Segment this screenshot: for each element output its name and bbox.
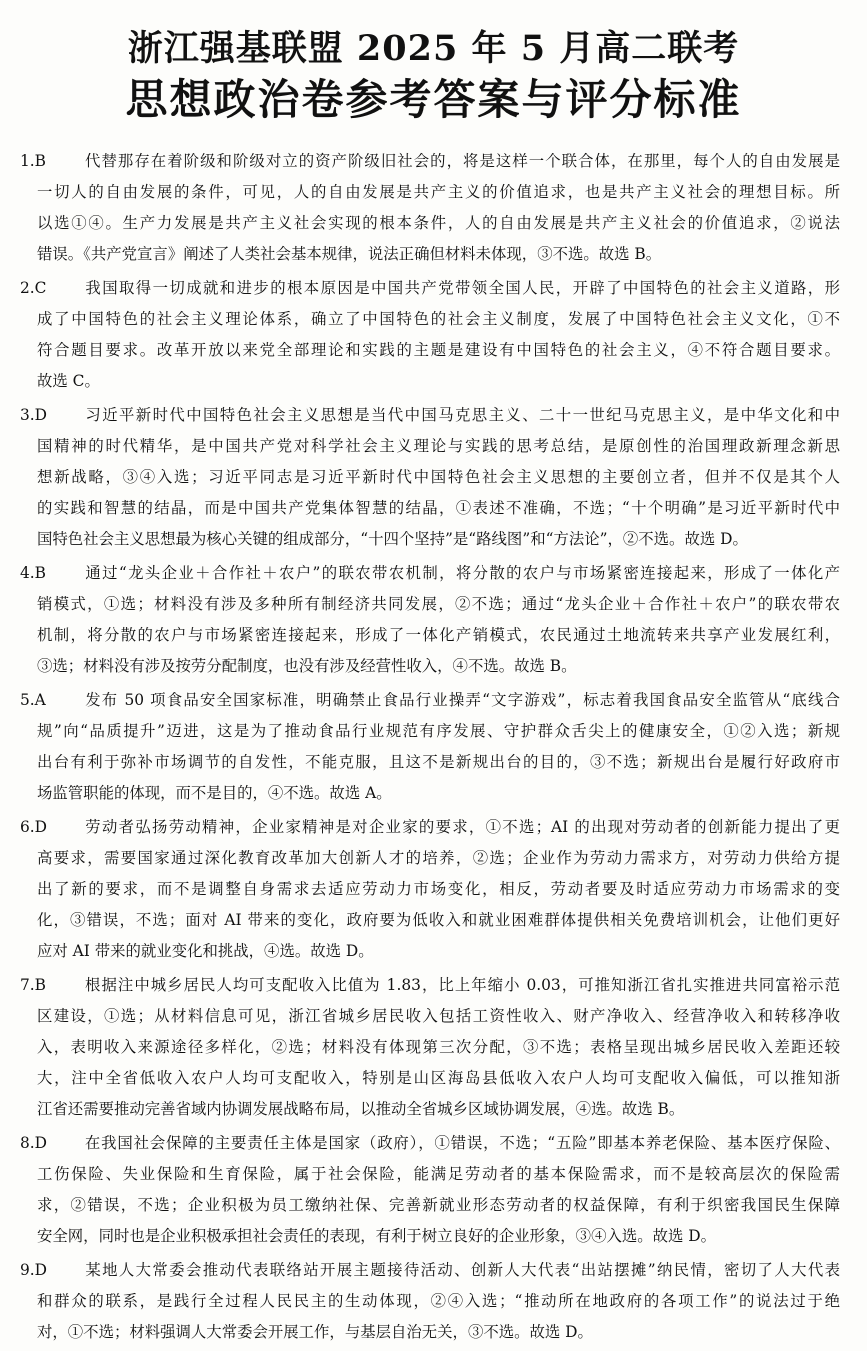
answer-line bbox=[20, 1063, 840, 1094]
answer-item bbox=[20, 1255, 840, 1348]
answer-text: 在我国社会保障的主要责任主体是国家（政府），①错误，不选；“五险”即基本养老保险、基本医疗保险、 bbox=[84, 1134, 840, 1152]
answer-text: 出了新的要求，而不是调整自身需求去适应劳动力市场变化，相反，劳动者要及时适应劳动力市场需求的变 bbox=[37, 880, 840, 898]
answer-line bbox=[20, 620, 840, 651]
answer-line bbox=[20, 1190, 840, 1221]
answer-item bbox=[20, 970, 840, 1125]
answer-number: 1.B bbox=[20, 152, 46, 170]
answer-text: 成了中国特色的社会主义理论体系，确立了中国特色的社会主义制度，发展了中国特色社会主义文化，①不 bbox=[37, 310, 840, 328]
answer-text: 的实践和智慧的结晶，而是中国共产党集体智慧的结晶，①表述不准确，不选；“十个明确”是习近平新时代中 bbox=[37, 499, 840, 517]
answer-line bbox=[20, 146, 840, 177]
answer-text: 和群众的联系，是践行全过程人民民主的生动体现，②④入选；“推动所在地政府的各项工作”的说法过于绝 bbox=[37, 1292, 840, 1310]
answer-text: 化，③错误，不选；面对 AI 带来的变化，政府要为低收入和就业困难群体提供相关免费培训机会，让他们更好 bbox=[37, 911, 840, 929]
answer-line bbox=[20, 462, 840, 493]
answer-text: 机制，将分散的农户与市场紧密连接起来，形成了一体化产销模式，农民通过土地流转来共享产业发展红利， bbox=[37, 626, 840, 644]
answer-line bbox=[20, 524, 840, 555]
answer-line bbox=[20, 1255, 840, 1286]
answer-line bbox=[20, 1286, 840, 1317]
answer-text: 通过“龙头企业＋合作社＋农户”的联农带农机制，将分散的农户与市场紧密连接起来，形成了一体化产 bbox=[84, 564, 840, 582]
answer-text: 一切人的自由发展的条件，可见，人的自由发展是共产主义的价值追求，也是共产主义社会的理想目标。所 bbox=[37, 183, 840, 201]
answer-text: 江省还需要推动完善省域内协调发展战略布局，以推动全省城乡区域协调发展，④选。故选 B。 bbox=[37, 1100, 685, 1118]
answer-line bbox=[20, 716, 840, 747]
answer-text: 想新战略，③④入选；习近平同志是习近平新时代中国特色社会主义思想的主要创立者，但并不仅是其个人 bbox=[37, 468, 840, 486]
answer-line bbox=[20, 747, 840, 778]
answer-text: 安全网，同时也是企业积极承担社会责任的表现，有利于树立良好的企业形象，③④入选。故选 D。 bbox=[37, 1227, 717, 1245]
answer-line bbox=[20, 905, 840, 936]
answer-line bbox=[20, 970, 840, 1001]
answer-line bbox=[20, 778, 840, 809]
answer-number: 8.D bbox=[20, 1134, 48, 1152]
answer-line bbox=[20, 589, 840, 620]
answer-line bbox=[20, 273, 840, 304]
answer-text: 大，注中全省低收入农户人均可支配收入，特别是山区海岛县低收入农户人均可支配收入偏低，可以推知浙 bbox=[37, 1069, 840, 1087]
answer-line bbox=[20, 685, 840, 716]
answer-text: 对，①不选；材料强调人大常委会开展工作，与基层自治无关，③不选。故选 D。 bbox=[37, 1323, 593, 1341]
answer-text: 习近平新时代中国特色社会主义思想是当代中国马克思主义、二十一世纪马克思主义，是中华文化和中 bbox=[84, 406, 840, 424]
answer-text: 故选 C。 bbox=[37, 372, 100, 390]
answer-item bbox=[20, 273, 840, 397]
answer-text: 求，②错误，不选；企业积极为员工缴纳社保、完善新就业形态劳动者的权益保障，有利于织密我国民生保障 bbox=[37, 1196, 840, 1214]
answer-item bbox=[20, 812, 840, 967]
document-title: 思想政治卷参考答案与评分标准 bbox=[125, 75, 742, 124]
answer-number: 9.D bbox=[20, 1261, 48, 1279]
answer-item bbox=[20, 1128, 840, 1252]
answer-number: 3.D bbox=[20, 406, 48, 424]
answer-line bbox=[20, 400, 840, 431]
answer-text: 工伤保险、失业保险和生育保险，属于社会保险，能满足劳动者的基本保险需求，而不是较高层次的保险需 bbox=[37, 1165, 840, 1183]
answer-text: 出台有利于弥补市场调节的自发性，不能克服，且这不是新规出台的目的，③不选；新规出台是履行好政府市 bbox=[37, 753, 840, 771]
answer-text: 发布 50 项食品安全国家标准，明确禁止食品行业操弄“文字游戏”，标志着我国食品安全监管从“底线合 bbox=[84, 691, 840, 709]
answer-number: 7.B bbox=[20, 976, 46, 994]
answer-line bbox=[20, 335, 840, 366]
answer-item bbox=[20, 685, 840, 809]
answer-line bbox=[20, 1001, 840, 1032]
answer-line bbox=[20, 1128, 840, 1159]
answer-text: 应对 AI 带来的就业变化和挑战，④选。故选 D。 bbox=[37, 942, 374, 960]
answer-line bbox=[20, 936, 840, 967]
answer-line bbox=[20, 558, 840, 589]
answer-text: 国特色社会主义思想最为核心关键的组成部分，“十四个坚持”是“路线图”和“方法论”，②不选。故选 D。 bbox=[37, 530, 748, 548]
answer-line bbox=[20, 1094, 840, 1125]
answer-number: 4.B bbox=[20, 564, 46, 582]
answer-line bbox=[20, 1032, 840, 1063]
answer-number: 6.D bbox=[20, 818, 48, 836]
answer-text: 场监管职能的体现，而不是目的，④不选。故选 A。 bbox=[37, 784, 392, 802]
answer-text: 国精神的时代精华，是中国共产党对科学社会主义理论与实践的思考总结，是原创性的治国理政新理念新思 bbox=[37, 437, 840, 455]
answer-line bbox=[20, 431, 840, 462]
answer-line bbox=[20, 812, 840, 843]
answer-line bbox=[20, 1159, 840, 1190]
answer-item bbox=[20, 400, 840, 555]
answer-text: 高要求，需要国家通过深化教育改革加大创新人才的培养，②选；企业作为劳动力需求方，对劳动力供给方提 bbox=[37, 849, 840, 867]
answer-line bbox=[20, 177, 840, 208]
answer-number: 5.A bbox=[20, 691, 46, 709]
answer-text: 以选①④。生产力发展是共产主义社会实现的根本条件，人的自由发展是共产主义社会的价值追求，②说法 bbox=[37, 214, 840, 232]
answer-item bbox=[20, 146, 840, 270]
answer-line bbox=[20, 239, 840, 270]
answer-line bbox=[20, 1317, 840, 1348]
answer-list bbox=[20, 146, 840, 1351]
answer-text: 代替那存在着阶级和阶级对立的资产阶级旧社会的，将是这样一个联合体，在那里，每个人的自由发展是 bbox=[84, 152, 840, 170]
answer-line bbox=[20, 651, 840, 682]
answer-number: 2.C bbox=[20, 279, 47, 297]
answer-line bbox=[20, 208, 840, 239]
answer-item bbox=[20, 558, 840, 682]
exam-title: 浙江强基联盟 2025 年 5 月高二联考 bbox=[127, 28, 740, 69]
answer-line bbox=[20, 366, 840, 397]
answer-text: 区建设，①选；从材料信息可见，浙江省城乡居民收入包括工资性收入、财产净收入、经营净收入和转移净收 bbox=[37, 1007, 840, 1025]
answer-text: 某地人大常委会推动代表联络站开展主题接待活动、创新人大代表“出站摆摊”纳民情，密切了人大代表 bbox=[84, 1261, 840, 1279]
answer-text: 销模式，①选；材料没有涉及多种所有制经济共同发展，②不选；通过“龙头企业＋合作社＋农户”的联农带农 bbox=[37, 595, 840, 613]
answer-line bbox=[20, 304, 840, 335]
answer-text: 根据注中城乡居民人均可支配收入比值为 1.83，比上年缩小 0.03，可推知浙江省扎实推进共同富裕示范 bbox=[84, 976, 840, 994]
answer-text: 错误。《共产党宣言》阐述了人类社会基本规律，说法正确但材料未体现，③不选。故选 B。 bbox=[37, 245, 662, 263]
answer-line bbox=[20, 843, 840, 874]
answer-text: 符合题目要求。改革开放以来党全部理论和实践的主题是建设有中国特色的社会主义，④不符合题目要求。 bbox=[37, 341, 840, 359]
answer-text: ③选；材料没有涉及按劳分配制度，也没有涉及经营性收入，④不选。故选 B。 bbox=[37, 657, 577, 675]
answer-text: 我国取得一切成就和进步的根本原因是中国共产党带领全国人民，开辟了中国特色的社会主义道路，形 bbox=[84, 279, 840, 297]
answer-line bbox=[20, 493, 840, 524]
answer-text: 规”向“品质提升”迈进，这是为了推动食品行业规范有序发展、守护群众舌尖上的健康安全，①②入选；新规 bbox=[37, 722, 840, 740]
answer-text: 入，表明收入来源途径多样化，②选；材料没有体现第三次分配，③不选；表格呈现出城乡居民收入差距还较 bbox=[37, 1038, 840, 1056]
answer-text: 劳动者弘扬劳动精神，企业家精神是对企业家的要求，①不选；AI 的出现对劳动者的创新能力提出了更 bbox=[84, 818, 840, 836]
answer-line bbox=[20, 874, 840, 905]
